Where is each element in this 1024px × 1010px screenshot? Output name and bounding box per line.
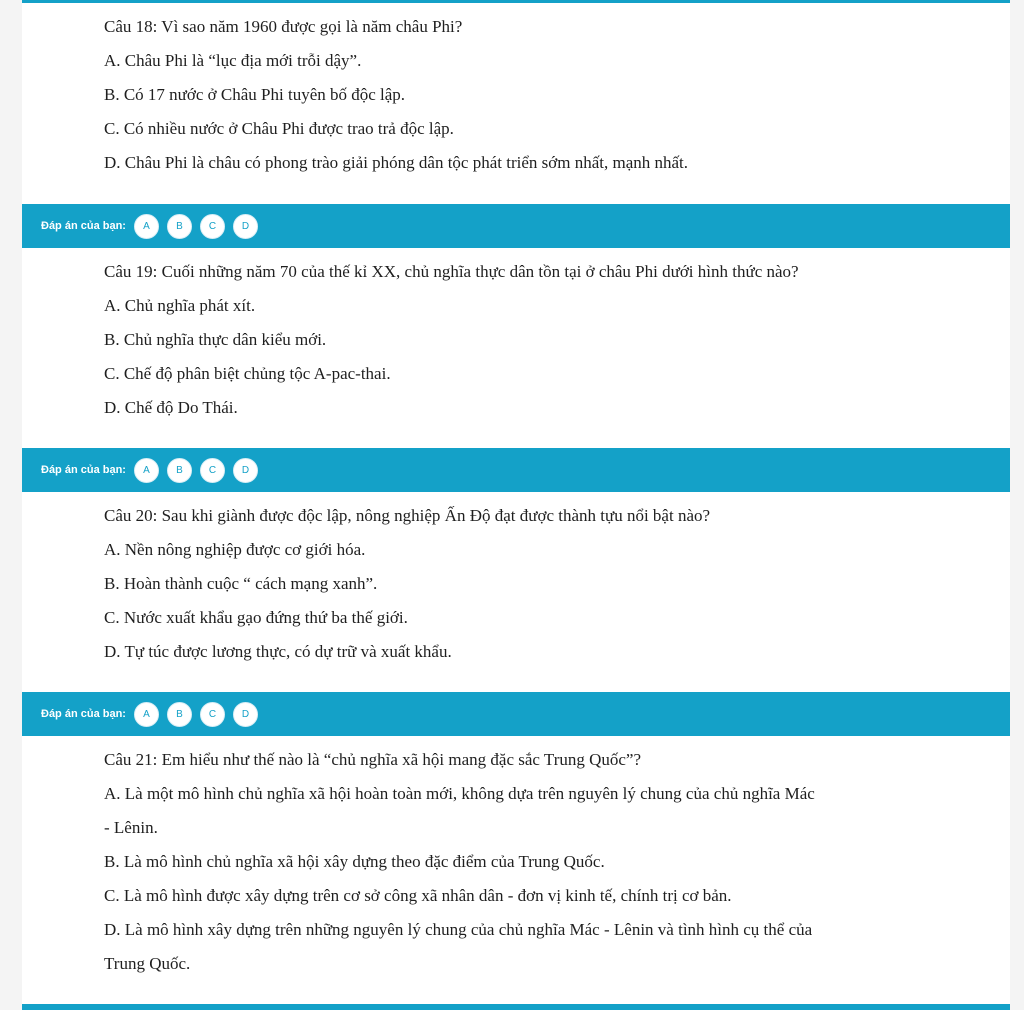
- choice-b: B. Là mô hình chủ nghĩa xã hội xây dựng theo đặc điểm của Trung Quốc.: [104, 852, 605, 871]
- choice-c: C. Là mô hình được xây dựng trên cơ sở công xã nhân dân - đơn vị kinh tế, chính trị cơ bản.: [104, 886, 732, 905]
- choice-a: A. Châu Phi là “lục địa mới trỗi dậy”.: [104, 51, 362, 70]
- answer-option-a[interactable]: A: [134, 702, 159, 727]
- answer-option-b[interactable]: B: [167, 702, 192, 727]
- choice-d: D. Là mô hình xây dựng trên những nguyên lý chung của chủ nghĩa Mác - Lênin và tình hình cụ thể của: [104, 920, 813, 939]
- question-20: [104, 499, 984, 669]
- choice-d: D. Chế độ Do Thái.: [104, 398, 238, 417]
- question-18: [104, 10, 984, 180]
- question-text: Câu 20: Sau khi giành được độc lập, nông nghiệp Ấn Độ đạt được thành tựu nổi bật nào?: [104, 506, 711, 525]
- choice-c: C. Nước xuất khẩu gạo đứng thứ ba thế giới.: [104, 608, 408, 627]
- choice-d: D. Tự túc được lương thực, có dự trữ và xuất khẩu.: [104, 642, 452, 661]
- question-19: [104, 255, 984, 425]
- choice-a: A. Là một mô hình chủ nghĩa xã hội hoàn toàn mới, không dựa trên nguyên lý chung của chủ nghĩa Mác: [104, 784, 815, 803]
- choice-a: A. Nền nông nghiệp được cơ giới hóa.: [104, 540, 366, 559]
- answer-option-d[interactable]: D: [233, 214, 258, 239]
- answer-option-c[interactable]: C: [200, 458, 225, 483]
- choice-d-continued: Trung Quốc.: [104, 954, 191, 973]
- answer-bar-20: [22, 692, 1010, 736]
- answer-option-d[interactable]: D: [233, 702, 258, 727]
- choice-c: C. Chế độ phân biệt chủng tộc A-pac-thai.: [104, 364, 391, 383]
- choice-c: C. Có nhiều nước ở Châu Phi được trao trả độc lập.: [104, 119, 454, 138]
- bottom-divider: [22, 1004, 1010, 1010]
- answer-option-c[interactable]: C: [200, 702, 225, 727]
- answer-bar-18: [22, 204, 1010, 248]
- question-21: [104, 743, 984, 981]
- question-text: Câu 21: Em hiểu như thế nào là “chủ nghĩa xã hội mang đặc sắc Trung Quốc”?: [104, 750, 642, 769]
- answer-label: Đáp án của bạn:: [41, 464, 126, 476]
- choice-a-continued: - Lênin.: [104, 818, 158, 837]
- choice-b: B. Chủ nghĩa thực dân kiểu mới.: [104, 330, 327, 349]
- answer-option-a[interactable]: A: [134, 214, 159, 239]
- answer-option-c[interactable]: C: [200, 214, 225, 239]
- answer-option-b[interactable]: B: [167, 458, 192, 483]
- choice-d: D. Châu Phi là châu có phong trào giải phóng dân tộc phát triển sớm nhất, mạnh nhất.: [104, 153, 689, 172]
- answer-option-a[interactable]: A: [134, 458, 159, 483]
- answer-option-b[interactable]: B: [167, 214, 192, 239]
- top-divider: [22, 0, 1010, 3]
- choice-b: B. Hoàn thành cuộc “ cách mạng xanh”.: [104, 574, 378, 593]
- answer-label: Đáp án của bạn:: [41, 220, 126, 232]
- question-text: Câu 19: Cuối những năm 70 của thế kỉ XX, chủ nghĩa thực dân tồn tại ở châu Phi dưới hình thức nào?: [104, 262, 799, 281]
- answer-bar-19: [22, 448, 1010, 492]
- answer-label: Đáp án của bạn:: [41, 708, 126, 720]
- answer-option-d[interactable]: D: [233, 458, 258, 483]
- choice-a: A. Chủ nghĩa phát xít.: [104, 296, 256, 315]
- question-text: Câu 18: Vì sao năm 1960 được gọi là năm châu Phi?: [104, 17, 463, 36]
- choice-b: B. Có 17 nước ở Châu Phi tuyên bố độc lập.: [104, 85, 406, 104]
